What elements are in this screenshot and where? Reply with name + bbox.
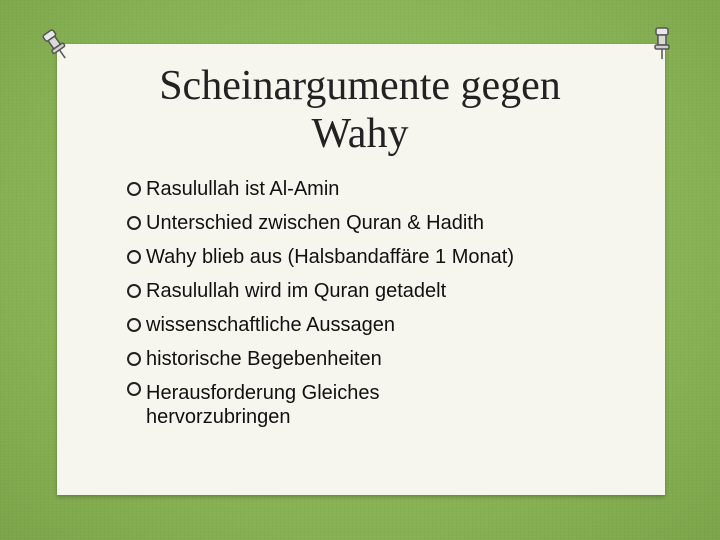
bullet-text: historische Begebenheiten: [146, 348, 382, 370]
bullet-text: Unterschied zwischen Quran & Hadith: [146, 212, 484, 234]
bullet-list: [127, 172, 647, 429]
hollow-circle-bullet-icon: [127, 216, 141, 230]
bullet-item: [127, 308, 647, 342]
bullet-item: [127, 206, 647, 240]
bullet-item: [127, 376, 446, 429]
hollow-circle-bullet-icon: [127, 352, 141, 366]
pushpin-icon: [652, 26, 672, 60]
bullet-text: wissenschaftliche Aussagen: [146, 314, 396, 336]
hollow-circle-bullet-icon: [127, 382, 141, 396]
bullet-item: [127, 240, 647, 274]
bullet-item: [127, 172, 647, 206]
slide-title: [0, 62, 720, 158]
slide-title-line-1: Scheinargumente gegen: [159, 63, 561, 109]
bullet-text: Herausforderung Gleiches hervorzubringen: [146, 382, 380, 428]
bullet-item: [127, 274, 647, 308]
hollow-circle-bullet-icon: [127, 318, 141, 332]
hollow-circle-bullet-icon: [127, 284, 141, 298]
bullet-text: Wahy blieb aus (Halsbandaffäre 1 Monat): [146, 246, 514, 268]
bullet-text: Rasulullah ist Al-Amin: [146, 178, 340, 200]
hollow-circle-bullet-icon: [127, 182, 141, 196]
bullet-text: Rasulullah wird im Quran getadelt: [146, 280, 447, 302]
bullet-item: [127, 342, 647, 376]
slide-title-line-2: Wahy: [311, 111, 409, 157]
hollow-circle-bullet-icon: [127, 250, 141, 264]
